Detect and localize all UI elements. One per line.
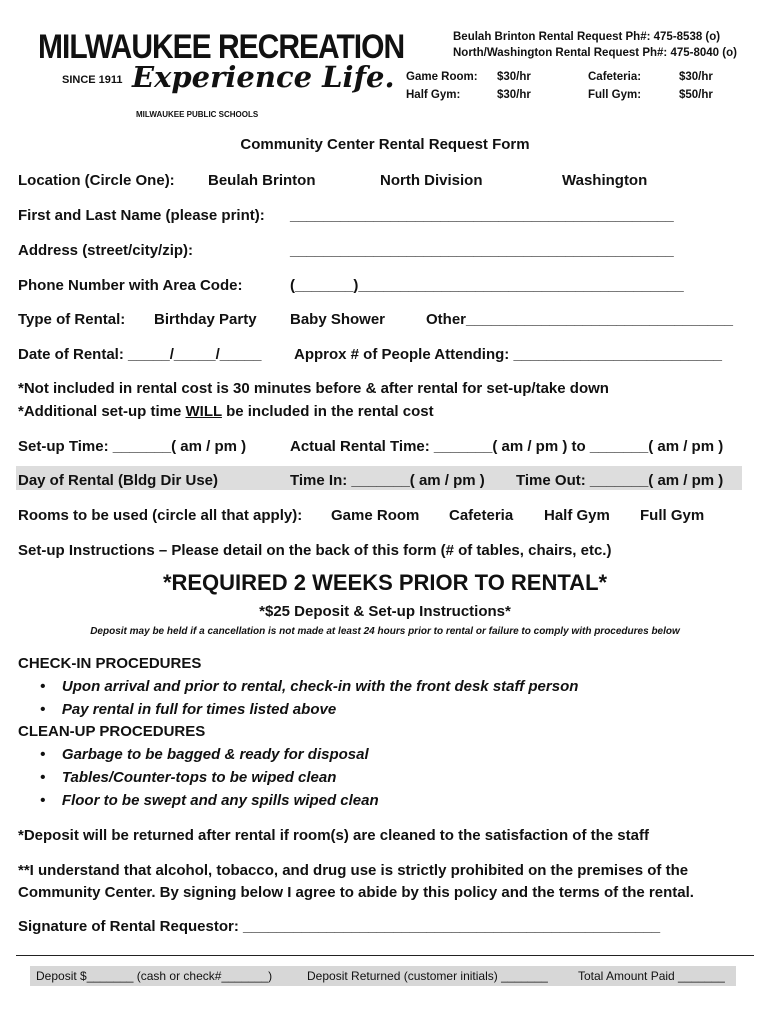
time-out-field[interactable]: Time Out: _______( am / pm ) [516,472,724,489]
phone-label: Phone Number with Area Code: [18,277,243,294]
setup-instructions: Set-up Instructions – Please detail on the back of this form (# of tables, chairs, etc.) [18,542,612,559]
note-additional: *Additional set-up time WILL be included in the rental cost [18,403,434,420]
room-option-game-room[interactable]: Game Room [331,507,420,524]
location-option-washington[interactable]: Washington [562,172,648,189]
rate-label: Half Gym: [406,89,461,101]
logo-tagline: Experience Life. [132,60,395,94]
location-option-north[interactable]: North Division [380,172,483,189]
attendance-field[interactable]: Approx # of People Attending: _________________________ [294,346,722,363]
policy-line-1: **I understand that alcohol, tobacco, and drug use is strictly prohibited on the premises of the [18,862,689,879]
footer-deposit-returned-field[interactable]: Deposit Returned (customer initials) _______ [307,969,548,983]
policy-line-2: Community Center. By signing below I agree to abide by this policy and the terms of the rental. [18,884,694,901]
checkin-item: • Upon arrival and prior to rental, check-in with the front desk staff person [40,678,579,695]
logo-sub: MILWAUKEE PUBLIC SCHOOLS [136,110,259,119]
footer-total-paid-field[interactable]: Total Amount Paid _______ [578,969,725,983]
cleanup-item: • Floor to be swept and any spills wiped clean [40,792,379,809]
actual-rental-time-field[interactable]: Actual Rental Time: _______( am / pm ) to _______( am / pm ) [290,438,724,455]
date-field[interactable]: Date of Rental: _____/_____/_____ [18,346,262,363]
room-option-full-gym[interactable]: Full Gym [640,507,705,524]
address-label: Address (street/city/zip): [18,242,194,259]
checkin-heading: CHECK-IN PROCEDURES [18,655,202,672]
rental-type-other[interactable]: Other________________________________ [426,311,733,328]
note-not-included: *Not included in rental cost is 30 minutes before & after rental for set-up/take down [18,380,609,397]
logo-since: SINCE 1911 [62,74,123,86]
rental-type-baby-shower[interactable]: Baby Shower [290,311,386,328]
deposit-line: *$25 Deposit & Set-up Instructions* [259,603,511,620]
bldg-dir-label: Day of Rental (Bldg Dir Use) [18,472,219,489]
checkin-item: • Pay rental in full for times listed above [40,701,337,718]
logo-name: MILWAUKEE RECREATION [38,28,405,66]
room-option-half-gym[interactable]: Half Gym [544,507,610,524]
time-in-field[interactable]: Time In: _______( am / pm ) [290,472,485,489]
location-option-beulah[interactable]: Beulah Brinton [208,172,316,189]
cleanup-item: • Tables/Counter-tops to be wiped clean [40,769,337,786]
deposit-note: Deposit may be held if a cancellation is not made at least 24 hours prior to rental or failure to comply with procedures below [90,626,680,637]
rate-price: $30/hr [679,71,713,83]
address-field[interactable]: ______________________________________________ [290,242,674,259]
required-notice: *REQUIRED 2 WEEKS PRIOR TO RENTAL* [162,570,608,595]
rate-label: Game Room: [406,71,478,83]
name-label: First and Last Name (please print): [18,207,265,224]
rate-price: $30/hr [497,89,531,101]
setup-time-field[interactable]: Set-up Time: _______( am / pm ) [18,438,247,455]
rate-label: Full Gym: [588,89,642,101]
room-option-cafeteria[interactable]: Cafeteria [449,507,514,524]
rental-type-label: Type of Rental: [18,311,126,328]
deposit-return-note: *Deposit will be returned after rental if room(s) are cleaned to the satisfaction of the staff [18,827,649,844]
footer-divider [16,955,754,956]
milwaukee-recreation-logo [36,24,405,124]
rooms-label: Rooms to be used (circle all that apply): [18,507,303,524]
form-title: Community Center Rental Request Form [240,136,530,153]
rate-price: $50/hr [679,89,713,101]
name-field[interactable]: ______________________________________________ [290,207,674,224]
phone-field[interactable]: (_______)_______________________________________ [290,277,684,294]
header-phone-beulah: Beulah Brinton Rental Request Ph#: 475-8538 (o) [453,31,721,43]
rate-price: $30/hr [497,71,531,83]
signature-field[interactable]: Signature of Rental Requestor: __________________________________________________ [18,918,661,935]
footer-deposit-field[interactable]: Deposit $_______ (cash or check#_______) [36,969,273,983]
header-phone-north: North/Washington Rental Request Ph#: 475-8040 (o) [453,47,737,59]
location-label: Location (Circle One): [18,172,175,189]
rental-type-birthday[interactable]: Birthday Party [154,311,257,328]
note-will: WILL [185,403,222,420]
cleanup-heading: CLEAN-UP PROCEDURES [18,723,206,740]
rate-label: Cafeteria: [588,71,642,83]
cleanup-item: • Garbage to be bagged & ready for disposal [40,746,369,763]
